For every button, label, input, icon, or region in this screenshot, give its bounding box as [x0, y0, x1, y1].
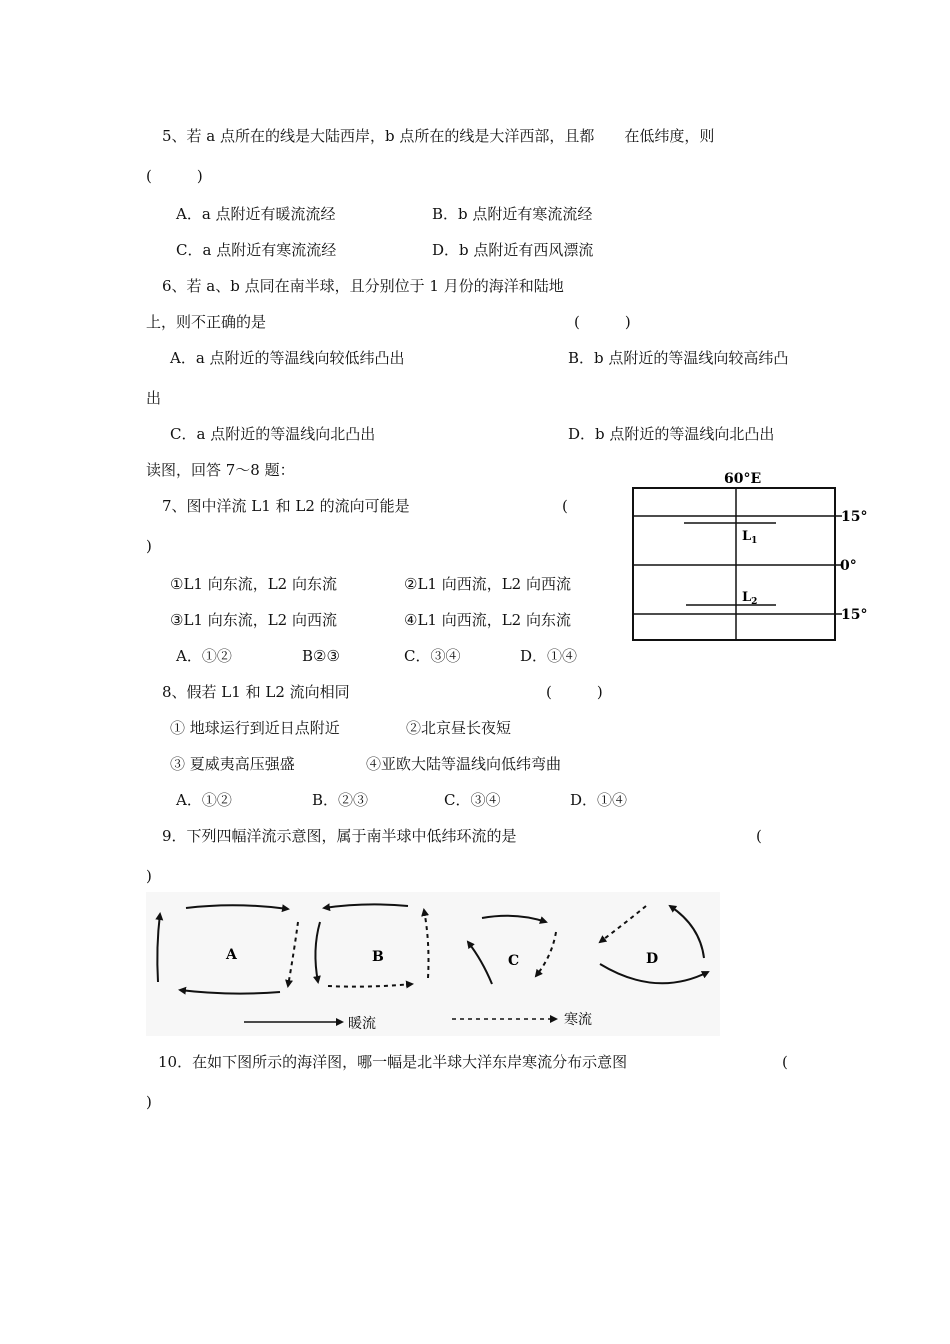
q5-answer-paren: ( ) — [146, 167, 203, 185]
latitude-label-bottom: 15° — [841, 607, 868, 623]
q6-stem-line2: 上，则不正确的是 — [146, 313, 267, 331]
q9-paren-close: ) — [146, 867, 152, 885]
latitude-label-top: 15° — [841, 509, 868, 525]
latitude-label-equator: 0° — [840, 558, 857, 574]
q7-paren-close: ) — [146, 537, 152, 555]
q7-paren-open: ( — [562, 497, 568, 515]
q9-stem: 9．下列四幅洋流示意图，属于南半球中低纬环流的是 — [162, 827, 517, 845]
q6-option-a: A．a 点附近的等温线向较低纬凸出 — [170, 349, 405, 367]
diagram-a-label: A — [226, 947, 237, 963]
q7-option-a: A．①② — [176, 647, 232, 665]
q8-stem: 8、假若 L1 和 L2 流向相同 — [162, 683, 350, 701]
q7-choice-4: ④L1 向西流，L2 向东流 — [404, 611, 571, 629]
diagram-c-label: C — [508, 953, 520, 969]
q5-option-b: B．b 点附近有寒流流经 — [432, 205, 593, 223]
q10-stem: 10．在如下图所示的海洋图，哪一幅是北半球大洋东岸寒流分布示意图 — [158, 1053, 628, 1071]
svg-text:L2 — [742, 590, 757, 607]
svg-text:L1 — [742, 529, 757, 546]
q10-paren-open: ( — [782, 1053, 788, 1071]
q8-choice-3: ③ 夏威夷高压强盛 — [170, 755, 295, 773]
ocean-current-diagrams-figure — [146, 892, 720, 1036]
diagram-b-label: B — [372, 949, 384, 965]
q9-paren-open: ( — [756, 827, 762, 845]
q7-choice-2: ②L1 向西流，L2 向西流 — [404, 575, 571, 593]
q8-choice-1: ① 地球运行到近日点附近 — [170, 719, 340, 737]
q8-answer-paren: ( ) — [546, 683, 603, 701]
q6-answer-paren: ( ) — [574, 313, 631, 331]
q5-option-c: C．a 点附近有寒流流经 — [176, 241, 337, 259]
q7-choice-3: ③L1 向东流，L2 向西流 — [170, 611, 337, 629]
current-l1-subscript: 1 — [751, 536, 758, 546]
q5-option-d: D．b 点附近有西风漂流 — [432, 241, 594, 259]
q10-paren-close: ) — [146, 1093, 152, 1111]
current-l1-label: L — [742, 529, 752, 544]
diagram-d-label: D — [646, 951, 659, 967]
q7-option-c: C．③④ — [404, 647, 461, 665]
legend-warm-label: 暖流 — [348, 1016, 376, 1032]
legend-cold-label: 寒流 — [564, 1012, 592, 1028]
q8-option-c: C．③④ — [444, 791, 501, 809]
read-prompt: 读图，回答 7～8 题： — [146, 461, 295, 479]
q8-choice-4: ④亚欧大陆等温线向低纬弯曲 — [366, 755, 562, 773]
q8-choice-2: ②北京昼长夜短 — [406, 719, 512, 737]
q5-stem: 5、若 a 点所在的线是大陆西岸，b 点所在的线是大洋西部，且都 在低纬度，则 — [162, 127, 715, 145]
q5-option-a: A．a 点附近有暖流流经 — [176, 205, 336, 223]
q6-option-b-continued: 出 — [146, 389, 162, 407]
q7-option-d: D．①④ — [520, 647, 578, 665]
current-l2-label: L — [742, 590, 752, 605]
q7-option-b: B②③ — [302, 647, 340, 665]
q7-choice-1: ①L1 向东流，L2 向东流 — [170, 575, 337, 593]
q6-option-d: D．b 点附近的等温线向北凸出 — [568, 425, 775, 443]
q6-option-c: C．a 点附近的等温线向北凸出 — [170, 425, 376, 443]
q8-option-b: B．②③ — [312, 791, 369, 809]
current-l2-subscript: 2 — [751, 597, 758, 607]
q6-option-b: B．b 点附近的等温线向较高纬凸 — [568, 349, 789, 367]
q6-stem-line1: 6、若 a、b 点同在南半球，且分别位于 1 月份的海洋和陆地 — [162, 277, 564, 295]
meridian-label: 60°E — [724, 471, 762, 487]
ocean-current-map-figure — [626, 466, 876, 648]
q8-option-d: D．①④ — [570, 791, 628, 809]
q8-option-a: A．①② — [176, 791, 232, 809]
q7-stem: 7、图中洋流 L1 和 L2 的流向可能是 — [162, 497, 410, 515]
